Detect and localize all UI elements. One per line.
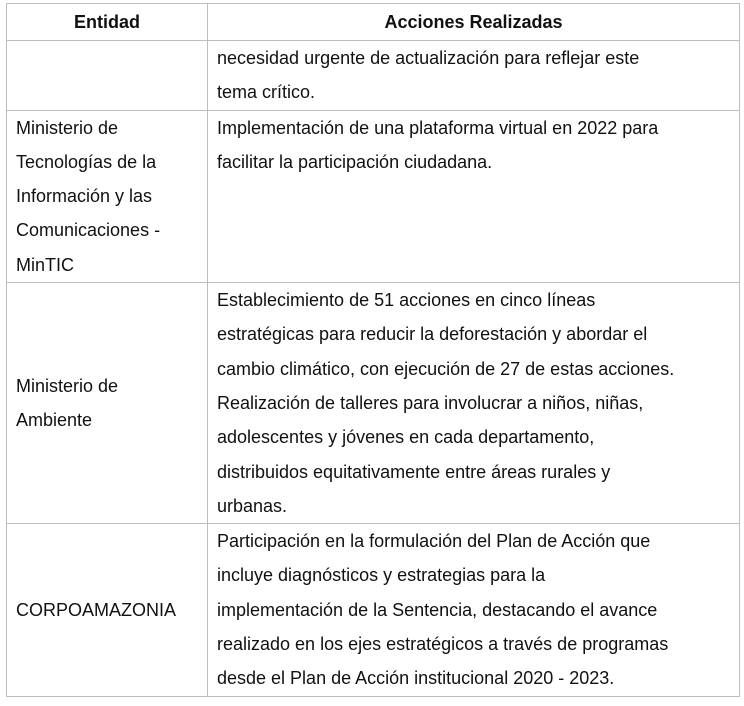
- text-line: Participación en la formulación del Plan de Acción que: [217, 531, 651, 552]
- table-row: [7, 41, 740, 111]
- entity-cell-ambiente: [7, 283, 208, 524]
- actions-cell: [208, 110, 740, 282]
- text-line: realizado en los ejes estratégicos a través de programas: [217, 634, 669, 655]
- text-line: Implementación de una plataforma virtual en 2022 para: [217, 117, 659, 138]
- text-line: Comunicaciones -: [16, 220, 161, 241]
- text-line: Realización de talleres para involucrar a niños, niñas,: [217, 392, 644, 413]
- text-line: incluye diagnósticos y estrategias para la: [217, 565, 546, 586]
- text-line: necesidad urgente de actualización para reflejar este: [217, 48, 640, 68]
- header-entity: Entidad: [7, 4, 208, 41]
- entity-cell-mintic: [7, 110, 208, 282]
- header-actions: Acciones Realizadas: [208, 4, 740, 41]
- text-line: distribuidos equitativamente entre áreas rurales y: [217, 461, 611, 482]
- actions-cell: [208, 283, 740, 524]
- text-line: adolescentes y jóvenes en cada departamento,: [217, 427, 595, 448]
- text-line: tema crítico.: [217, 82, 316, 103]
- table-header-row: [7, 4, 740, 41]
- actions-cell: [208, 524, 740, 696]
- text-line: desde el Plan de Acción institucional 2020 - 2023.: [217, 668, 615, 689]
- text-line: cambio climático, con ejecución de 27 de estas acciones.: [217, 358, 675, 379]
- text-line: Ambiente: [16, 410, 93, 431]
- table-row: [7, 524, 740, 696]
- text-line: Establecimiento de 51 acciones en cinco líneas: [217, 290, 596, 311]
- entity-cell-empty: [7, 41, 208, 111]
- text-line: Ministerio de: [16, 117, 119, 138]
- actions-table: [6, 3, 740, 697]
- table-row: [7, 283, 740, 524]
- text-line: MinTIC: [16, 254, 74, 275]
- entity-cell-corpoamazonia: [7, 524, 208, 696]
- text-line: Tecnologías de la: [16, 151, 157, 172]
- text-line: implementación de la Sentencia, destacando el avance: [217, 599, 658, 620]
- text-line: facilitar la participación ciudadana.: [217, 151, 493, 172]
- text-line: estratégicas para reducir la deforestación y abordar el: [217, 324, 648, 345]
- text-line: CORPOAMAZONIA: [16, 599, 177, 620]
- text-line: urbanas.: [217, 495, 288, 516]
- table-row: [7, 110, 740, 282]
- text-line: Ministerio de: [16, 375, 119, 396]
- text-line: Información y las: [16, 186, 153, 207]
- actions-cell: [208, 41, 740, 111]
